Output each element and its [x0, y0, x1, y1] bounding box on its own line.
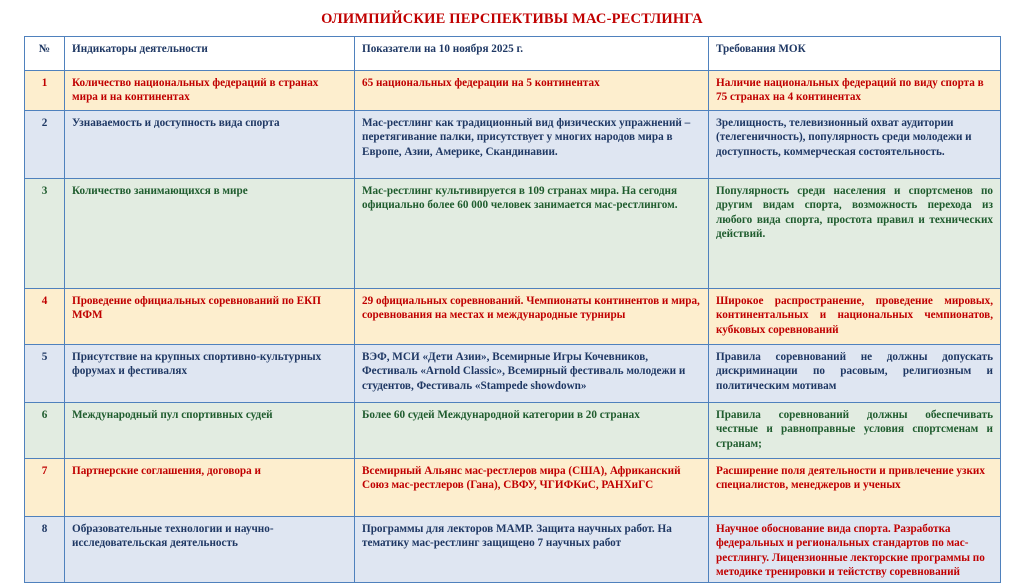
table-header-row: [25, 37, 1001, 71]
olympic-prospects-table: [24, 36, 1001, 583]
table-row: [25, 345, 1001, 403]
cell-requirement: Правила соревнований должны обеспечивать честные и равноправные условия спортсменам и странам;: [709, 403, 1001, 459]
table-header: [25, 37, 1001, 71]
cell-indicator: Международный пул спортивных судей: [65, 403, 355, 459]
cell-indicator: Партнерские соглашения, договора и: [65, 459, 355, 517]
table-row: [25, 517, 1001, 583]
table-row: [25, 289, 1001, 345]
table-row: [25, 179, 1001, 289]
table-row: [25, 71, 1001, 111]
cell-num: 6: [25, 403, 65, 459]
column-header-value: Показатели на 10 ноября 2025 г.: [355, 37, 709, 71]
cell-indicator: Присутствие на крупных спортивно-культурных форумах и фестивалях: [65, 345, 355, 403]
cell-indicator: Узнаваемость и доступность вида спорта: [65, 111, 355, 179]
cell-num: 8: [25, 517, 65, 583]
cell-value: Мас-рестлинг как традиционный вид физических упражнений – перетягивание палки, присутствует у многих народов мира в Европе, Азии, Америке, Скандинавии.: [355, 111, 709, 179]
cell-requirement: Зрелищность, телевизионный охват аудитории (телегеничность), популярность среди молодежи и доступность, коммерческая состоятельность.: [709, 111, 1001, 179]
cell-value: Мас-рестлинг культивируется в 109 странах мира. На сегодня официально более 60 000 человек занимается мас-рестлингом.: [355, 179, 709, 289]
column-header-indicator: Индикаторы деятельности: [65, 37, 355, 71]
cell-indicator: Образовательные технологии и научно-исследовательская деятельность: [65, 517, 355, 583]
cell-requirement: Популярность среди населения и спортсменов по другим видам спорта, возможность перехода из любого вида спорта, простота правил и технических действий.: [709, 179, 1001, 289]
cell-num: 7: [25, 459, 65, 517]
cell-indicator: Количество занимающихся в мире: [65, 179, 355, 289]
table-row: [25, 403, 1001, 459]
cell-value: Всемирный Альянс мас-рестлеров мира (США), Африканский Союз мас-рестлеров (Гана), СВФУ, ЧГИФКиС, РАНХиГС: [355, 459, 709, 517]
cell-value: Более 60 судей Международной категории в 20 странах: [355, 403, 709, 459]
table-container: [24, 36, 1000, 583]
cell-num: 1: [25, 71, 65, 111]
table-row: [25, 459, 1001, 517]
cell-value: 65 национальных федерации на 5 континентах: [355, 71, 709, 111]
cell-value: ВЭФ, МСИ «Дети Азии», Всемирные Игры Кочевников, Фестиваль «Arnold Classic», Всемирный фестиваль молодежи и студентов, Фестиваль «Stampede showdown»: [355, 345, 709, 403]
cell-requirement: Наличие национальных федераций по виду спорта в 75 странах на 4 континентах: [709, 71, 1001, 111]
cell-indicator: Проведение официальных соревнований по ЕКП МФМ: [65, 289, 355, 345]
cell-num: 3: [25, 179, 65, 289]
cell-requirement: Научное обоснование вида спорта. Разработка федеральных и региональных стандартов по мас-рестлингу. Лицензионные лекторские программы по методике тренировки и тейстству соревнований: [709, 517, 1001, 583]
cell-value: Программы для лекторов МАМР. Защита научных работ. На тематику мас-рестлинг защищено 7 научных работ: [355, 517, 709, 583]
cell-num: 4: [25, 289, 65, 345]
table-body: [25, 71, 1001, 583]
cell-indicator: Количество национальных федераций в странах мира и на континентах: [65, 71, 355, 111]
column-header-requirement: Требования МОК: [709, 37, 1001, 71]
cell-requirement: Правила соревнований не должны допускать дискриминации по расовым, религиозным и политическим мотивам: [709, 345, 1001, 403]
cell-value: 29 официальных соревнований. Чемпионаты континентов и мира, соревнования на местах и международные турниры: [355, 289, 709, 345]
cell-num: 2: [25, 111, 65, 179]
page-title: ОЛИМПИЙСКИЕ ПЕРСПЕКТИВЫ МАС-РЕСТЛИНГА: [321, 11, 703, 27]
column-header-num: №: [25, 37, 65, 71]
cell-num: 5: [25, 345, 65, 403]
cell-requirement: Широкое распространение, проведение мировых, континентальных и национальных чемпионатов, кубковых соревнований: [709, 289, 1001, 345]
cell-requirement: Расширение поля деятельности и привлечение узких специалистов, менеджеров и ученых: [709, 459, 1001, 517]
table-row: [25, 111, 1001, 179]
